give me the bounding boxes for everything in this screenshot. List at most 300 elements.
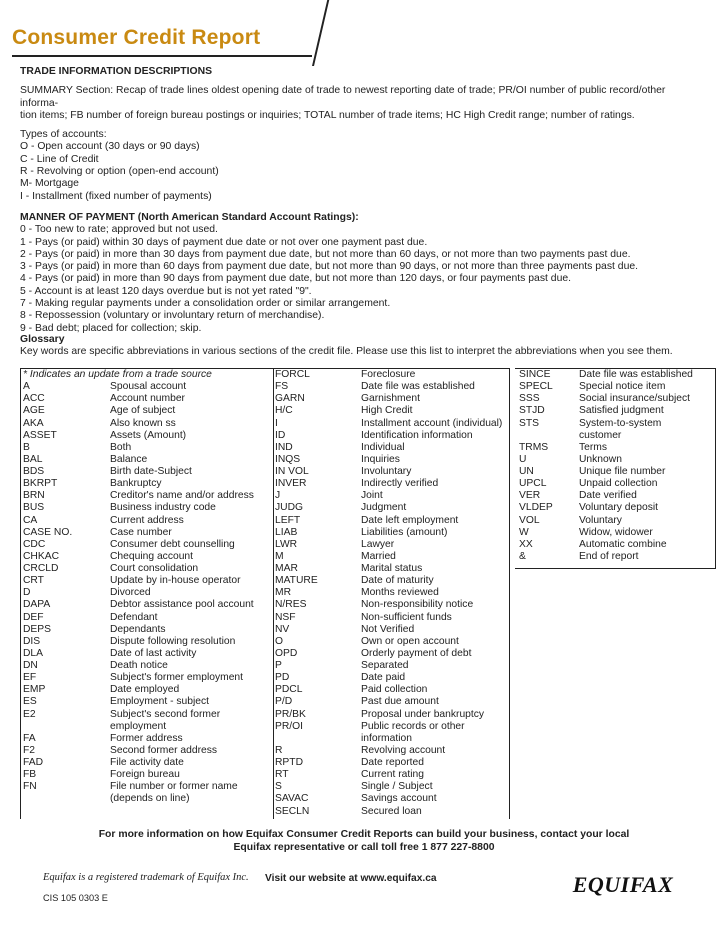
glossary-definition: Divorced (110, 587, 151, 599)
glossary-abbreviation: ASSET (23, 429, 57, 441)
glossary-definition: Date verified (579, 490, 637, 502)
glossary-definition: Defendant (110, 611, 158, 623)
contact-line: For more information on how Equifax Consumer Credit Reports can build your business, contact your local (98, 829, 630, 840)
glossary-definition: Both (110, 441, 132, 453)
mop-item: 5 - Account is at least 120 days overdue but is not yet rated "9". (20, 285, 312, 297)
glossary-abbreviation: BUS (23, 502, 45, 514)
glossary-row (21, 381, 273, 393)
account-type: R - Revolving or option (open-end account) (20, 166, 219, 178)
glossary-abbreviation: W (519, 526, 529, 538)
glossary-row (515, 393, 715, 405)
glossary-abbreviation: PDCL (275, 684, 303, 696)
glossary-definition: Terms (579, 441, 608, 453)
glossary-abbreviation: IND (275, 441, 293, 453)
glossary-note: * Indicates an update from a trade source (23, 369, 212, 380)
glossary-abbreviation: R (275, 744, 283, 756)
title-bar (0, 0, 728, 64)
glossary-row (273, 405, 509, 417)
glossary-abbreviation: FN (23, 781, 37, 793)
glossary-row (21, 624, 273, 636)
glossary-row (515, 430, 715, 442)
glossary-abbreviation: ID (275, 429, 286, 441)
mop-item: 8 - Repossession (voluntary or involuntary return of merchandise). (20, 310, 325, 322)
glossary-abbreviation (21, 721, 110, 733)
glossary-abbreviation (273, 733, 361, 745)
glossary-definition: Date paid (361, 672, 406, 684)
glossary-abbreviation: RT (275, 769, 289, 781)
contact-line: Equifax representative or call toll free 1 877 227-8800 (233, 841, 495, 853)
glossary-abbreviation: DEF (23, 611, 44, 623)
glossary-abbreviation: MATURE (275, 575, 318, 587)
glossary-definition: Second former address (110, 744, 218, 756)
glossary-definition: Satisfied judgment (579, 405, 664, 417)
glossary-column-1 (20, 368, 274, 819)
account-type: M- Mortgage (20, 178, 79, 190)
glossary-row (21, 733, 273, 745)
glossary-abbreviation: AKA (23, 417, 44, 429)
mop-item: 0 - Too new to rate; approved but not used. (20, 224, 218, 236)
trade-heading: TRADE INFORMATION DESCRIPTIONS (20, 66, 213, 77)
glossary-header (20, 334, 710, 358)
glossary-abbreviation: VER (519, 490, 541, 502)
glossary-definition: Date file was established (361, 381, 475, 393)
glossary-row (21, 454, 273, 466)
glossary-definition: Automatic combine (579, 538, 667, 550)
glossary-abbreviation: SPECL (519, 381, 553, 393)
glossary-abbreviation: INQS (275, 453, 301, 465)
glossary-row (273, 721, 509, 733)
glossary-abbreviation (21, 793, 110, 805)
glossary-row (273, 672, 509, 684)
glossary-definition: Debtor assistance pool account (110, 599, 254, 611)
summary-line: SUMMARY Section: Recap of trade lines oldest opening date of trade to newest reporting date of trade; PR/OI number of public record/other informa- (20, 85, 666, 109)
mop-item: 3 - Pays (or paid) in more than 60 days from payment due date, but not more than 90 days, or not more than three payments past due. (20, 261, 639, 273)
glossary-abbreviation: F2 (23, 744, 36, 756)
glossary-abbreviation: FAD (23, 757, 44, 768)
glossary-abbreviation: A (23, 381, 30, 393)
glossary-abbreviation: ACC (23, 393, 45, 405)
glossary-definition: Former address (110, 732, 183, 744)
page-title: Consumer Credit Report (12, 26, 261, 49)
glossary-row (273, 418, 509, 430)
glossary-definition: Balance (110, 453, 148, 465)
glossary-row (515, 418, 715, 430)
glossary-definition: Also known ss (110, 417, 176, 429)
glossary-definition: Non-responsibility notice (361, 599, 474, 611)
glossary-row (273, 684, 509, 696)
glossary-definition: Consumer debt counselling (110, 538, 235, 550)
glossary-abbreviation: CHKAC (23, 550, 60, 562)
glossary-row (273, 490, 509, 502)
glossary-abbreviation: DN (23, 660, 38, 671)
glossary-row (273, 430, 509, 442)
glossary-abbreviation: BRN (23, 490, 45, 502)
document-code: CIS 105 0303 E (43, 893, 108, 903)
glossary-abbreviation: CDC (23, 538, 46, 550)
glossary-abbreviation: XX (519, 538, 533, 550)
glossary-row (21, 781, 273, 793)
glossary-row (273, 478, 509, 490)
glossary-definition: Revolving account (361, 744, 446, 756)
glossary-abbreviation: ES (23, 696, 37, 708)
glossary-definition: Lawyer (361, 538, 395, 550)
glossary-definition: Age of subject (110, 405, 176, 417)
glossary-definition: Date reported (361, 757, 424, 768)
glossary-definition: Current address (110, 514, 184, 526)
glossary-row (21, 466, 273, 478)
glossary-definition: Dependants (110, 623, 166, 635)
glossary-row (273, 806, 509, 818)
glossary-abbreviation: MR (275, 587, 292, 599)
glossary-definition: End of report (579, 550, 639, 562)
glossary-definition: Voluntary deposit (579, 502, 658, 514)
glossary-row (21, 563, 273, 575)
glossary-abbreviation: STS (519, 417, 540, 429)
glossary-abbreviation: P (275, 660, 282, 671)
glossary-row (515, 502, 715, 514)
glossary-definition: Chequing account (110, 550, 194, 562)
glossary-row (21, 430, 273, 442)
glossary-row (21, 405, 273, 417)
glossary-definition: Married (361, 550, 396, 562)
glossary-row (273, 527, 509, 539)
glossary-abbreviation: O (275, 635, 284, 647)
trade-information-section (20, 66, 700, 335)
glossary-row (21, 490, 273, 502)
glossary-definition: Foreign bureau (110, 769, 180, 781)
glossary-abbreviation: E2 (23, 708, 36, 720)
glossary-abbreviation: VLDEP (519, 502, 553, 514)
glossary-abbreviation: U (519, 453, 527, 465)
glossary-row (21, 684, 273, 696)
glossary-row (515, 551, 715, 563)
glossary-definition: Account number (110, 393, 185, 405)
glossary-definition: information (361, 732, 412, 744)
mop-item: 9 - Bad debt; placed for collection; skip. (20, 322, 202, 334)
glossary-row (515, 478, 715, 490)
glossary-abbreviation: LEFT (275, 514, 301, 526)
glossary-row (21, 527, 273, 539)
glossary-row (273, 466, 509, 478)
glossary-abbreviation: CRT (23, 575, 44, 587)
glossary-row (515, 442, 715, 454)
glossary-abbreviation: GARN (275, 393, 305, 405)
glossary-definition: Involuntary (361, 466, 412, 477)
glossary-definition: Own or open account (361, 635, 459, 647)
glossary-abbreviation: I (275, 417, 278, 429)
glossary-row (273, 636, 509, 648)
contact-info (0, 829, 728, 854)
glossary-abbreviation: B (23, 441, 30, 453)
glossary-definition: Judgment (361, 502, 407, 514)
account-type: C - Line of Credit (20, 153, 99, 165)
glossary-abbreviation: PD (275, 672, 290, 684)
glossary-definition: File activity date (110, 757, 184, 768)
glossary-row (515, 466, 715, 478)
glossary-abbreviation: FORCL (275, 369, 310, 380)
glossary-abbreviation: PR/BK (275, 708, 306, 720)
glossary-row (273, 745, 509, 757)
glossary-column-3 (515, 368, 716, 569)
glossary-definition: Special notice item (579, 381, 666, 393)
glossary-row (273, 539, 509, 551)
glossary-abbreviation: BKRPT (23, 478, 58, 490)
glossary-definition: Creditor's name and/or address (110, 490, 254, 502)
glossary-abbreviation: TRMS (519, 441, 549, 453)
glossary-definition: Months reviewed (361, 587, 439, 599)
glossary-row (273, 575, 509, 587)
glossary-abbreviation: IN VOL (275, 466, 309, 477)
glossary-definition: Voluntary (579, 514, 622, 526)
glossary-abbreviation: INVER (275, 478, 307, 490)
glossary-row (515, 515, 715, 527)
glossary-abbreviation: SSS (519, 393, 540, 405)
glossary-row (21, 721, 273, 733)
glossary-row (273, 757, 509, 769)
glossary-row (21, 515, 273, 527)
glossary-row (21, 502, 273, 514)
glossary-abbreviation: UPCL (519, 478, 547, 490)
glossary-row (21, 539, 273, 551)
glossary-abbreviation: N/RES (275, 599, 307, 611)
glossary-definition: Marital status (361, 563, 423, 574)
glossary-abbreviation: EF (23, 672, 37, 684)
glossary-abbreviation: M (275, 550, 284, 562)
glossary-abbreviation: BAL (23, 453, 43, 465)
glossary-row (273, 369, 509, 381)
glossary-definition: Separated (361, 660, 409, 671)
glossary-abbreviation: SAVAC (275, 793, 309, 805)
website-link[interactable]: Visit our website at www.equifax.ca (265, 873, 437, 884)
glossary-row (515, 490, 715, 502)
glossary-row (273, 599, 509, 611)
mop-item: 1 - Pays (or paid) within 30 days of payment due date or not over one payment past due. (20, 236, 428, 248)
glossary-definition: Past due amount (361, 696, 439, 708)
glossary-row (21, 478, 273, 490)
glossary-row (21, 769, 273, 781)
glossary-intro: Key words are specific abbreviations in various sections of the credit file. Please use this list to interpret the abbreviations when you see them. (20, 346, 673, 358)
glossary-abbreviation: CASE NO. (23, 526, 73, 538)
glossary-definition: Death notice (110, 660, 168, 671)
glossary-definition: Secured loan (361, 805, 422, 817)
glossary-row (273, 648, 509, 660)
glossary-definition: (depends on line) (110, 793, 190, 805)
glossary-definition: Widow, widower (579, 526, 653, 538)
glossary-definition: Orderly payment of debt (361, 647, 472, 659)
glossary-abbreviation: EMP (23, 684, 46, 696)
glossary-definition: Unique file number (579, 466, 666, 477)
glossary-abbreviation (515, 430, 579, 442)
glossary-row (21, 636, 273, 648)
glossary-row (21, 599, 273, 611)
glossary-abbreviation: SECLN (275, 805, 310, 817)
glossary-row (273, 587, 509, 599)
glossary-row (273, 515, 509, 527)
glossary-definition: Date file was established (579, 369, 693, 380)
glossary-row (21, 587, 273, 599)
glossary-definition: High Credit (361, 405, 413, 417)
glossary-abbreviation: PR/OI (275, 720, 304, 732)
glossary-abbreviation: NSF (275, 611, 296, 623)
glossary-row (21, 393, 273, 405)
account-type: O - Open account (30 days or 90 days) (20, 141, 200, 153)
glossary-definition: Birth date-Subject (110, 466, 192, 477)
glossary-definition: Date employed (110, 684, 180, 696)
glossary-row (273, 442, 509, 454)
glossary-row (273, 793, 509, 805)
glossary-definition: Not Verified (361, 623, 415, 635)
glossary-row (273, 381, 509, 393)
glossary-row (515, 527, 715, 539)
glossary-row (21, 551, 273, 563)
glossary-row (273, 393, 509, 405)
glossary-row (273, 769, 509, 781)
glossary-abbreviation: AGE (23, 405, 45, 417)
glossary-definition: Unpaid collection (579, 478, 658, 490)
glossary-abbreviation: J (275, 490, 281, 502)
glossary-row (21, 442, 273, 454)
glossary-abbreviation: DLA (23, 647, 44, 659)
glossary-abbreviation: FA (23, 732, 36, 744)
glossary-abbreviation: RPTD (275, 757, 304, 768)
glossary-definition: Foreclosure (361, 369, 416, 380)
glossary-row (515, 369, 715, 381)
glossary-definition: Liabilities (amount) (361, 526, 448, 538)
glossary-column-2 (273, 368, 510, 819)
glossary-row (21, 648, 273, 660)
glossary-row (21, 745, 273, 757)
glossary-abbreviation: FB (23, 769, 37, 781)
glossary-row (273, 660, 509, 672)
glossary-definition: Single / Subject (361, 781, 433, 793)
title-slant-divider (312, 0, 329, 66)
glossary-definition: Proposal under bankruptcy (361, 708, 485, 720)
glossary-definition: Bankruptcy (110, 478, 162, 490)
mop-item: 2 - Pays (or paid) in more than 30 days from payment due date, but not more than 60 days, or not more than two payments past due. (20, 248, 631, 260)
glossary-row (21, 696, 273, 708)
glossary-abbreviation: H/C (275, 405, 293, 417)
glossary-definition: Subject's second former (110, 708, 221, 720)
glossary-definition: Dispute following resolution (110, 635, 236, 647)
glossary-definition: Court consolidation (110, 563, 199, 574)
glossary-row (515, 454, 715, 466)
glossary-row (515, 539, 715, 551)
glossary-abbreviation: & (519, 550, 526, 562)
glossary-row (21, 660, 273, 672)
glossary-row (273, 502, 509, 514)
glossary-row (273, 454, 509, 466)
glossary-definition: Employment - subject (110, 696, 210, 708)
mop-heading: MANNER OF PAYMENT (North American Standard Account Ratings): (20, 211, 359, 223)
glossary-row (21, 709, 273, 721)
glossary-abbreviation: MAR (275, 563, 298, 574)
glossary-abbreviation: S (275, 781, 282, 793)
glossary-definition: employment (110, 720, 167, 732)
glossary-abbreviation: DIS (23, 635, 41, 647)
glossary-definition: Current rating (361, 769, 424, 781)
glossary-abbreviation: UN (519, 466, 534, 477)
glossary-definition: Indirectly verified (361, 478, 439, 490)
glossary-row (273, 781, 509, 793)
glossary-definition: Joint (361, 490, 383, 502)
glossary-row (273, 563, 509, 575)
mop-item: 7 - Making regular payments under a consolidation order or similar arrangement. (20, 298, 391, 310)
glossary-row (515, 405, 715, 417)
glossary-definition: File number or former name (110, 781, 238, 793)
glossary-definition: Business industry code (110, 502, 216, 514)
glossary-definition: Assets (Amount) (110, 429, 187, 441)
glossary-row (273, 624, 509, 636)
glossary-definition: System-to-system (579, 417, 662, 429)
summary-line: tion items; FB number of foreign bureau postings or inquiries; TOTAL number of trade items; HC High Credit range; number of ratings. (20, 109, 635, 121)
types-heading: Types of accounts: (20, 129, 107, 141)
glossary-heading: Glossary (20, 334, 65, 345)
glossary-definition: Non-sufficient funds (361, 611, 452, 623)
glossary-abbreviation: NV (275, 623, 290, 635)
glossary-definition: Paid collection (361, 684, 428, 696)
glossary-row (21, 612, 273, 624)
equifax-logo-text: EQUIFAX (572, 872, 674, 896)
glossary-definition: Subject's former employment (110, 672, 244, 684)
mop-item: 4 - Pays (or paid) in more than 90 days from payment due date, but not more than 120 days, or four payments past due. (20, 273, 572, 285)
glossary-abbreviation: OPD (275, 647, 298, 659)
glossary-abbreviation: CA (23, 514, 38, 526)
glossary-definition: Public records or other (361, 720, 465, 732)
glossary-row (21, 793, 273, 805)
glossary-abbreviation: SINCE (519, 369, 551, 380)
account-type: I - Installment (fixed number of payments) (20, 190, 212, 202)
glossary-row (21, 757, 273, 769)
glossary-abbreviation: VOL (519, 514, 540, 526)
glossary-definition: Unknown (579, 453, 622, 465)
glossary-row (273, 696, 509, 708)
glossary-abbreviation: BDS (23, 466, 45, 477)
glossary-abbreviation: DAPA (23, 599, 51, 611)
glossary-row (21, 418, 273, 430)
glossary-definition: Date left employment (361, 514, 459, 526)
trademark-notice: Equifax is a registered trademark of Equifax Inc. (43, 872, 249, 883)
glossary-row (21, 672, 273, 684)
equifax-logo (563, 872, 683, 896)
glossary-definition: Savings account (361, 793, 437, 805)
title-underline (12, 55, 312, 57)
glossary-abbreviation: CRCLD (23, 563, 59, 574)
glossary-definition: Individual (361, 441, 405, 453)
glossary-row (273, 551, 509, 563)
glossary-abbreviation: P/D (275, 696, 293, 708)
glossary-abbreviation: LWR (275, 538, 298, 550)
glossary-row (273, 709, 509, 721)
glossary-row (515, 381, 715, 393)
glossary-abbreviation: JUDG (275, 502, 304, 514)
glossary-abbreviation: FS (275, 381, 289, 393)
glossary-abbreviation: D (23, 587, 31, 599)
glossary-definition: Update by in-house operator (110, 575, 241, 587)
glossary-definition: Case number (110, 526, 172, 538)
glossary-definition: customer (579, 429, 622, 441)
glossary-row (273, 612, 509, 624)
glossary-abbreviation: LIAB (275, 526, 298, 538)
glossary-definition: Identification information (361, 429, 473, 441)
glossary-definition: Garnishment (361, 393, 420, 405)
glossary-definition: Date of maturity (361, 575, 434, 587)
glossary-abbreviation: STJD (519, 405, 545, 417)
glossary-definition: Date of last activity (110, 647, 197, 659)
glossary-row (21, 575, 273, 587)
glossary-row (273, 733, 509, 745)
glossary-abbreviation: DEPS (23, 623, 52, 635)
glossary-definition: Social insurance/subject (579, 393, 691, 405)
